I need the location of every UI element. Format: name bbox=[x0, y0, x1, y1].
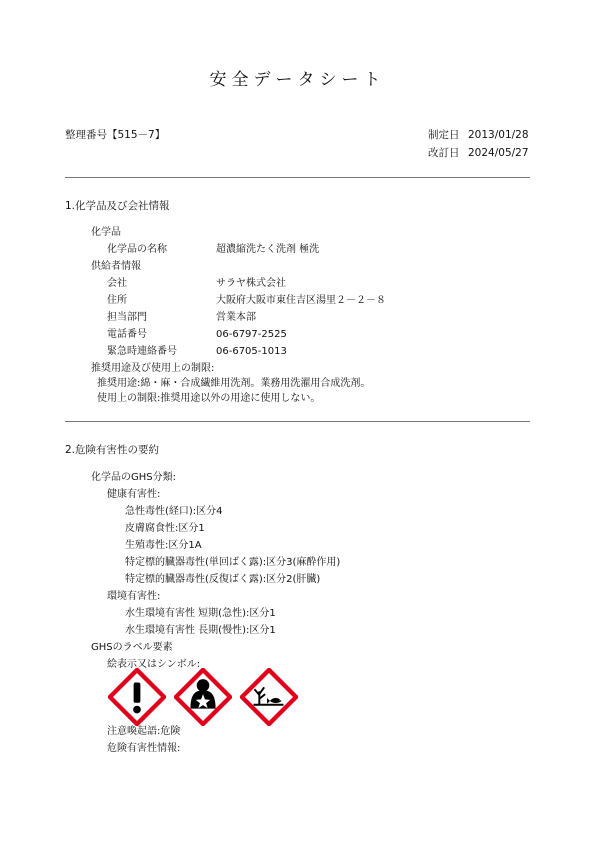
product-name-label: 化学品の名称 bbox=[107, 244, 167, 255]
document-title: 安全データシート bbox=[209, 70, 386, 90]
hazard-information-label: 危険有害性情報: bbox=[107, 743, 181, 754]
health-hazard-item: 生殖毒性:区分1A bbox=[125, 540, 202, 551]
ghs-label-elements: GHSのラベル要素 bbox=[91, 642, 173, 653]
environmental-hazard-item: 水生環境有害性 長期(慢性):区分1 bbox=[125, 625, 276, 636]
emergency-value: 06-6705-1013 bbox=[216, 346, 287, 357]
section2-heading: 2.危険有害性の要約 bbox=[65, 444, 160, 456]
health-hazard-icon bbox=[174, 668, 232, 726]
company-value: サラヤ株式会社 bbox=[216, 278, 286, 289]
environmental-hazard-item: 水生環境有害性 短期(急性):区分1 bbox=[125, 608, 276, 619]
supplier-label: 供給者情報 bbox=[91, 261, 141, 272]
health-hazard-item: 特定標的臓器毒性(反復ばく露):区分2(肝臓) bbox=[125, 574, 321, 585]
health-hazard-label: 健康有害性: bbox=[107, 489, 161, 500]
recommended-use: 推奨用途:綿・麻・合成繊維用洗剤。業務用洗濯用合成洗剤。 bbox=[97, 378, 371, 389]
revised-date: 2024/05/27 bbox=[468, 147, 529, 159]
product-name-value: 超濃縮洗たく洗剤 極洗 bbox=[216, 244, 320, 255]
department-value: 営業本部 bbox=[216, 312, 256, 323]
use-restrictions: 使用上の制限:推奨用途以外の用途に使用しない。 bbox=[97, 393, 321, 404]
address-label: 住所 bbox=[107, 295, 127, 306]
health-hazard-item: 特定標的臓器毒性(単回ばく露):区分3(麻酔作用) bbox=[125, 557, 341, 568]
environmental-hazard-label: 環境有害性: bbox=[107, 591, 161, 602]
department-label: 担当部門 bbox=[107, 312, 147, 323]
company-label: 会社 bbox=[107, 278, 127, 289]
health-hazard-item: 皮膚腐食性:区分1 bbox=[125, 523, 205, 534]
health-hazard-item: 急性毒性(経口):区分4 bbox=[125, 506, 223, 517]
pictogram-label: 絵表示又はシンボル: bbox=[107, 659, 201, 670]
emergency-label: 緊急時連絡番号 bbox=[107, 346, 177, 357]
product-label: 化学品 bbox=[91, 227, 121, 238]
environment-icon bbox=[240, 668, 298, 726]
usage-heading: 推奨用途及び使用上の制限: bbox=[91, 363, 215, 374]
section1-heading: 1.化学品及び会社情報 bbox=[65, 200, 170, 212]
address-value: 大阪府大阪市東住吉区湯里２－２－８ bbox=[216, 295, 386, 306]
divider bbox=[65, 421, 530, 422]
divider bbox=[65, 177, 530, 178]
exclamation-mark-icon bbox=[108, 668, 166, 726]
created-date-label: 制定日 bbox=[428, 129, 460, 141]
created-date: 2013/01/28 bbox=[468, 129, 529, 141]
phone-label: 電話番号 bbox=[107, 329, 147, 340]
reference-number: 整理番号【515－7】 bbox=[65, 129, 166, 141]
phone-value: 06-6797-2525 bbox=[216, 329, 287, 340]
revised-date-label: 改訂日 bbox=[428, 147, 460, 159]
signal-word: 注意喚起語:危険 bbox=[107, 726, 181, 737]
ghs-classification-label: 化学品のGHS分類: bbox=[91, 472, 176, 483]
